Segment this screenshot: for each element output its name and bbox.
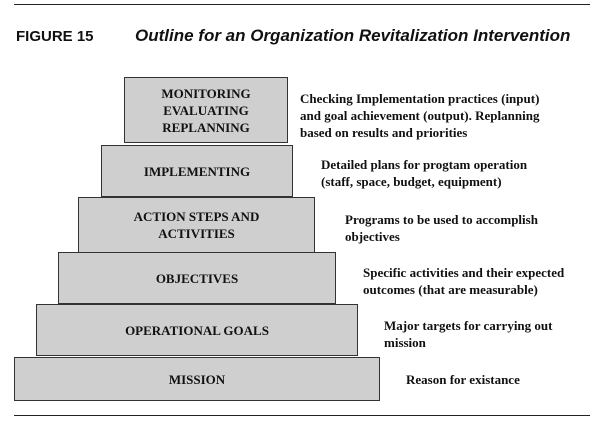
- tier-action-steps: [78, 197, 315, 253]
- tier-label-line: OBJECTIVES: [155, 270, 239, 286]
- desc-mission: [406, 371, 520, 388]
- desc-action-steps: [345, 211, 538, 245]
- desc-objectives: [363, 264, 564, 298]
- tier-label-line: EVALUATING: [163, 102, 249, 118]
- figure-title: Outline for an Organization Revitalization Intervention: [135, 26, 571, 45]
- tier-objectives: [58, 252, 336, 304]
- desc-line: Programs to be used to accomplish: [345, 212, 538, 227]
- desc-line: Reason for existance: [406, 372, 520, 387]
- desc-line: outcomes (that are measurable): [363, 282, 538, 297]
- tier-mission: [14, 357, 380, 401]
- tier-operational-goals: [36, 304, 358, 356]
- tier-label-line: MISSION: [168, 371, 226, 387]
- desc-line: Checking Implementation practices (input): [300, 91, 540, 106]
- desc-line: Detailed plans for progtam operation: [321, 157, 528, 172]
- desc-line: based on results and priorities: [300, 125, 468, 140]
- desc-operational-goals: [384, 317, 552, 351]
- tier-label-line: MONITORING: [161, 85, 251, 101]
- tier-label-line: ACTIVITIES: [158, 226, 235, 241]
- figure-label: FIGURE 15: [16, 28, 94, 45]
- desc-line: and goal achievement (output). Replanning: [300, 108, 540, 123]
- desc-line: objectives: [345, 229, 400, 244]
- desc-line: (staff, space, budget, equipment): [321, 174, 502, 189]
- tier-monitoring: [124, 77, 288, 143]
- bottom-rule: [14, 415, 590, 416]
- desc-line: Major targets for carrying out: [384, 318, 553, 333]
- desc-monitoring: [300, 90, 539, 141]
- tier-label-line: REPLANNING: [162, 119, 250, 135]
- desc-line: Specific activities and their expected: [363, 265, 565, 280]
- top-rule: [14, 4, 590, 5]
- tier-implementing: [101, 145, 293, 197]
- desc-implementing: [321, 156, 527, 190]
- tier-label-line: ACTION STEPS AND: [133, 209, 260, 224]
- tier-label-line: OPERATIONAL GOALS: [125, 322, 269, 338]
- desc-line: mission: [384, 335, 426, 350]
- tier-label-line: IMPLEMENTING: [143, 163, 251, 179]
